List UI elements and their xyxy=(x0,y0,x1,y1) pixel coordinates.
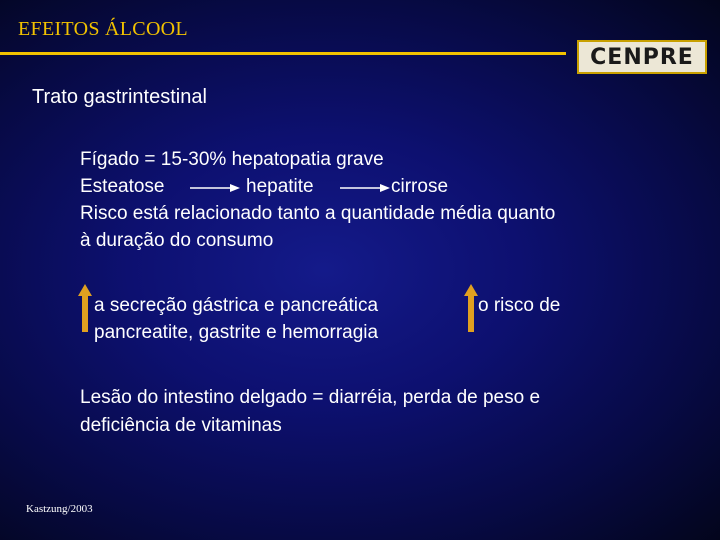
liver-progression xyxy=(80,173,555,200)
liver-line-4: à duração do consumo xyxy=(80,230,274,251)
logo-text: CENPRE xyxy=(590,44,694,70)
flow-step-steatosis: Esteatose xyxy=(80,176,165,197)
footer-citation: Kastzung/2003 xyxy=(26,503,93,515)
liver-block xyxy=(80,146,555,254)
arrow-right-icon xyxy=(340,184,390,192)
arrow-right-icon xyxy=(190,184,240,192)
secretion-block xyxy=(78,292,561,346)
secretion-line-1a: a secreção gástrica e pancreática xyxy=(94,295,379,316)
secretion-line-2: pancreatite, gastrite e hemorragia xyxy=(94,322,379,343)
liver-line-1: Fígado = 15-30% hepatopatia grave xyxy=(80,149,384,170)
section-title: Trato gastrintestinal xyxy=(32,86,207,108)
intestine-block xyxy=(80,384,540,440)
slide-title: EFEITOS ÁLCOOL xyxy=(18,18,188,40)
intestine-line-2: deficiência de vitaminas xyxy=(80,415,282,436)
flow-step-hepatitis: hepatite xyxy=(246,176,314,197)
flow-step-cirrhosis: cirrose xyxy=(391,176,449,197)
cenpre-logo xyxy=(577,40,707,74)
arrow-up-icon xyxy=(464,284,478,332)
title-underline xyxy=(0,52,566,55)
liver-line-3: Risco está relacionado tanto a quantidade média quanto xyxy=(80,203,556,224)
intestine-line-1: Lesão do intestino delgado = diarréia, perda de peso e xyxy=(80,387,541,408)
secretion-line-1b: o risco de xyxy=(478,295,561,316)
